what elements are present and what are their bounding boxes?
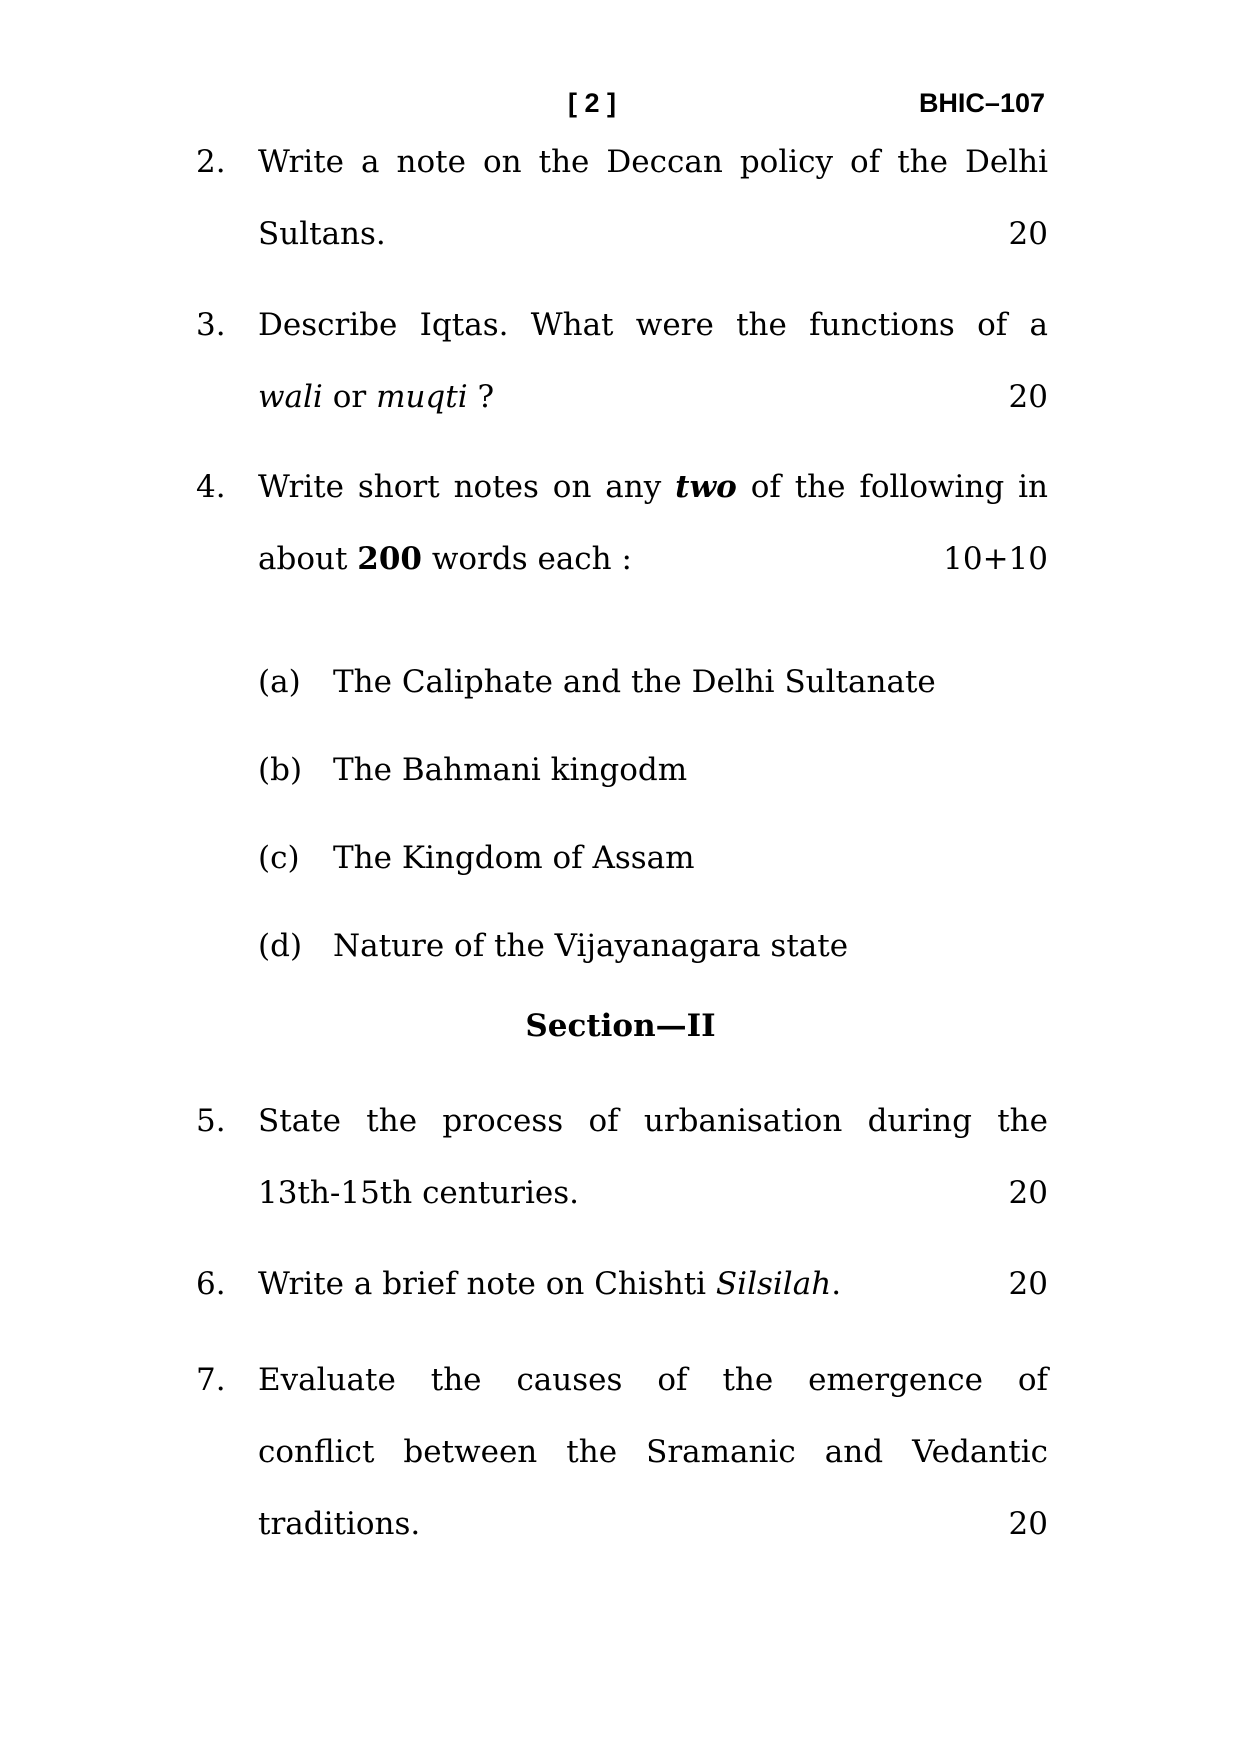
course-code: BHIC–107 [918,88,1045,118]
option-text: Nature of the Vijayanagara state [333,928,849,964]
marks: 20 [1008,216,1048,252]
question-text: Evaluate the causes of the emergence of [258,1362,1048,1398]
question-text: conflict between the Sramanic and Vedantic [258,1434,1048,1470]
term-muqti: muqti [376,379,468,415]
section-heading: Section—II [525,1008,716,1044]
question-6: 6. Write a brief note on Chishti Silsilah. 20 [196,1248,1048,1320]
question-text: 13th-15th centuries. [258,1175,580,1211]
term-silsilah: Silsilah [715,1266,832,1302]
option-text: The Bahmani kingodm [333,752,688,788]
option-d [258,926,848,966]
page-header [0,88,1241,128]
question-number: 2. [196,144,226,180]
option-label: (a) [258,664,301,700]
question-5 [196,1085,1048,1229]
marks: 20 [1008,379,1048,415]
option-b [258,750,687,790]
marks: 20 [1008,1266,1048,1302]
option-text: The Kingdom of Assam [333,840,695,876]
question-number: 3. [196,307,226,343]
option-label: (b) [258,752,303,788]
question-number: 4. [196,469,226,505]
question-number: 5. [196,1103,226,1139]
question-text: State the process of urbanisation during the [258,1103,1048,1139]
question-3: 3. Describe Iqtas. What were the functions of a wali or muqti ? 20 [196,289,1048,433]
question-text: Describe Iqtas. What were the functions of a [258,307,1048,343]
question-text: Sultans. [258,216,386,252]
word-count: 200 [357,541,422,577]
question-text: traditions. [258,1506,421,1542]
term-wali: wali [258,379,323,415]
option-label: (d) [258,928,303,964]
question-number: 7. [196,1362,226,1398]
option-text: The Caliphate and the Delhi Sultanate [333,664,936,700]
question-text: Write short notes on any two of the following in [258,469,1049,505]
option-c [258,838,695,878]
option-a [258,662,936,702]
question-text: Write a note on the Deccan policy of the Delhi [258,144,1048,180]
question-number: 6. [196,1266,226,1302]
marks: 20 [1008,1506,1048,1542]
question-2 [196,126,1048,270]
marks: 20 [1008,1175,1048,1211]
option-label: (c) [258,840,300,876]
question-7 [196,1344,1048,1560]
marks: 10+10 [943,541,1048,577]
question-4: 4. Write short notes on any two of the following in about 200 words each : 10+10 [196,451,1048,595]
emphasis-two: two [675,469,737,505]
page-number: [ 2 ] [568,88,617,118]
